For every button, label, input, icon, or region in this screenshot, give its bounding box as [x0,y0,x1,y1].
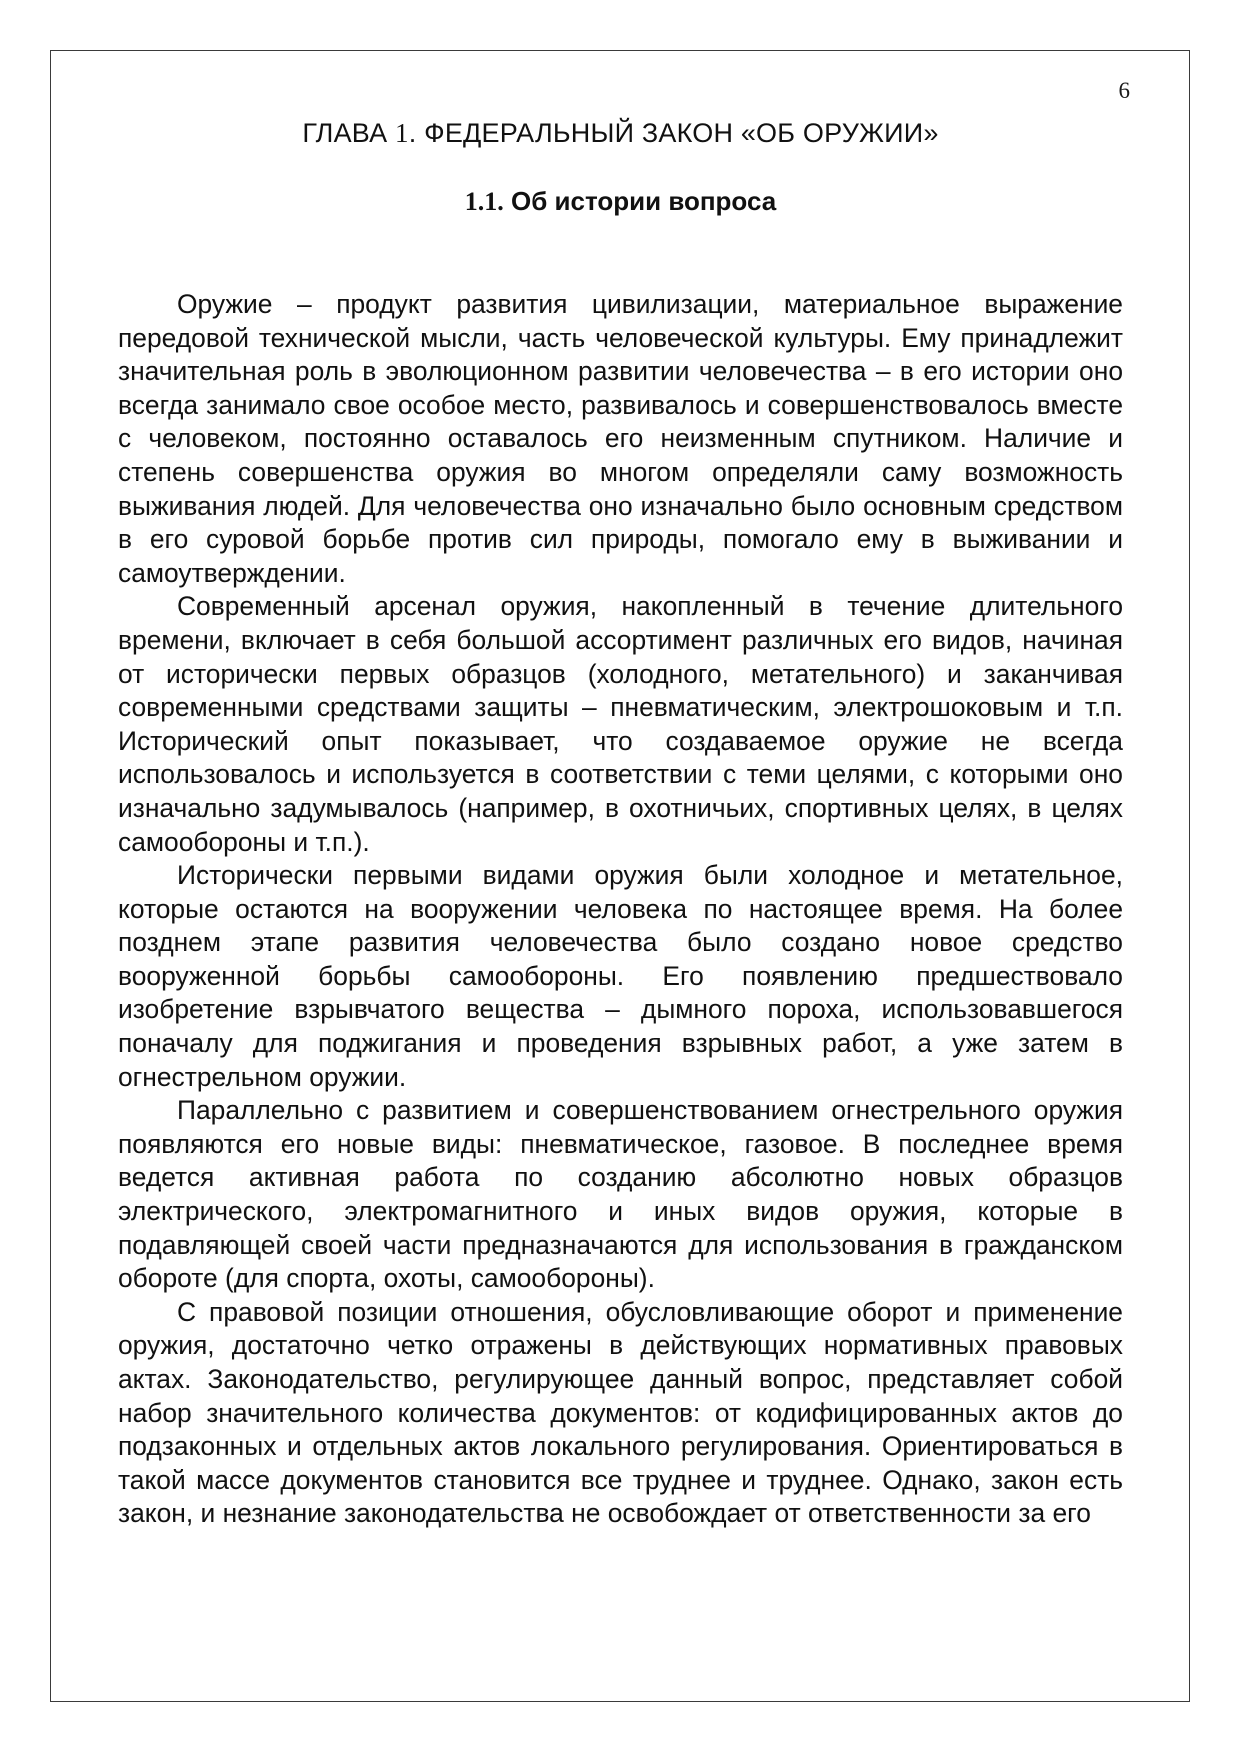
section-title [118,186,1123,217]
paragraph: Современный арсенал оружия, накопленный в течение длительного времени, включает в себя большой ассортимент различных его видов, начиная от исторически первых образцов (холодного, метательного) и заканчивая современными средствами защиты – пневматическим, электрошоковым и т.п. Исторический опыт показывает, что создаваемое оружие не всегда использовалось и используется в соответствии с теми целями, с которыми оно изначально задумывалось (например, в охотничьих, спортивных целях, в целях самообороны и т.п.). [118,591,1123,857]
paragraph: Исторически первыми видами оружия были холодное и метательное, которые остаются на вооружении человека по настоящее время. На более позднем этапе развития человечества было создано новое средство вооруженной борьбы самообороны. Его появлению предшествовало изобретение взрывчатого вещества – дымного пороха, использовавшегося поначалу для поджигания и проведения взрывных работ, а уже затем в огнестрельном оружии. [118,860,1123,1092]
body-text [118,288,1123,1531]
page-number: 6 [1118,78,1130,103]
paragraph: С правовой позиции отношения, обусловливающие оборот и применение оружия, достаточно четко отражены в действующих нормативных правовых актах. Законодательство, регулирующее данный вопрос, представляет собой набор значительного количества документов: от кодифицированных актов до подзаконных и отдельных актов локального регулирования. Ориентироваться в такой массе документов становится все труднее и труднее. Однако, закон есть закон, и незнание законодательства не освобождает от ответственности за его [118,1296,1123,1529]
paragraph: Оружие – продукт развития цивилизации, материальное выражение передовой технической мысли, часть человеческой культуры. Ему принадлежит значительная роль в эволюционном развитии человечества – в его истории оно всегда занимало свое особое место, развивалось и совершенствовалось вместе с человеком, постоянно оставалось его неизменным спутником. Наличие и степень совершенства оружия во многом определяли саму возможность выживания людей. Для человечества оно изначально было основным средством в его суровой борьбе против сил природы, помогало ему в выживании и самоутверждении. [118,289,1123,588]
chapter-title-text: . ФЕДЕРАЛЬНЫЙ ЗАКОН «ОБ ОРУЖИИ» [408,118,939,148]
chapter-number: 1 [395,118,409,148]
chapter-prefix: ГЛАВА [302,118,396,148]
chapter-title [118,118,1123,149]
paragraph: Параллельно с развитием и совершенствованием огнестрельного оружия появляются его новые виды: пневматическое, газовое. В последнее время ведется активная работа по созданию абсолютно новых образцов электрического, электромагнитного и иных видов оружия, которые в подавляющей своей части предназначаются для использования в гражданском обороте (для спорта, охоты, самообороны). [118,1095,1123,1294]
section-number: 1.1. [464,187,504,216]
section-title-text: Об истории вопроса [503,186,777,216]
